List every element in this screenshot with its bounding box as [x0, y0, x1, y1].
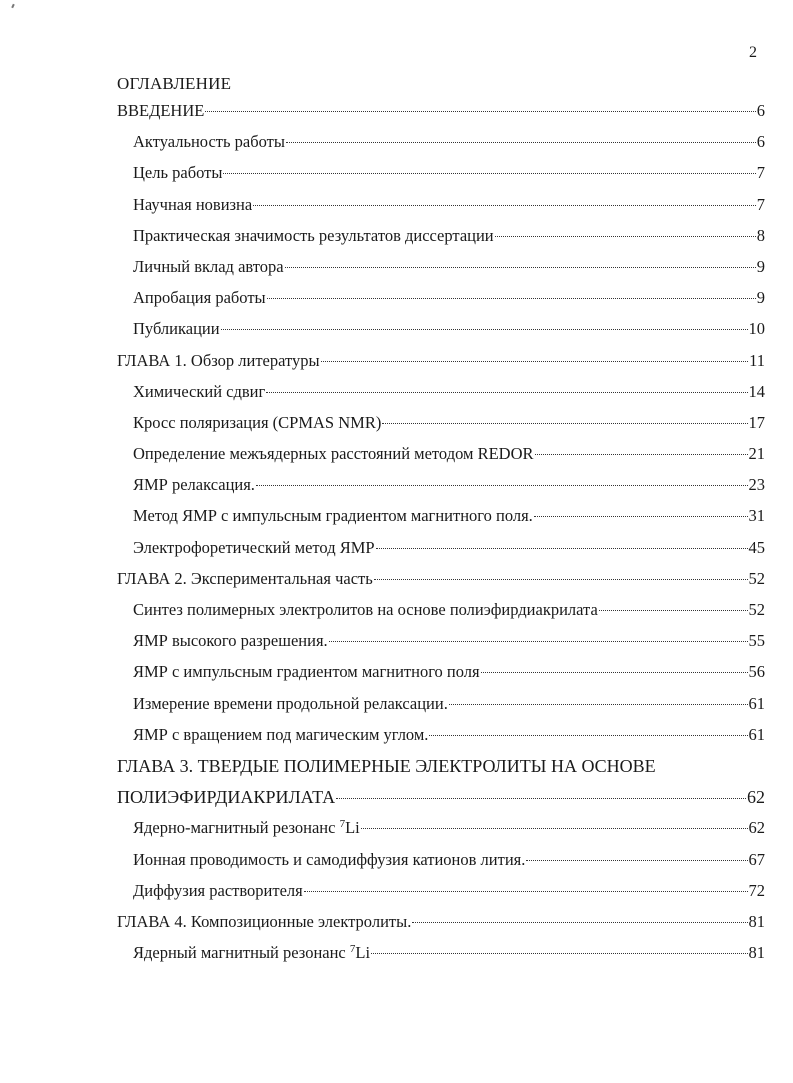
dot-leader	[535, 453, 748, 455]
page-number: 2	[749, 44, 757, 61]
toc-entry-page: 10	[748, 319, 765, 339]
toc-title: ОГЛАВЛЕНИЕ	[117, 74, 232, 93]
toc-entry[interactable]	[117, 881, 765, 912]
dot-leader	[534, 515, 748, 517]
dot-leader	[221, 328, 748, 330]
toc-entry-page: 23	[748, 475, 765, 495]
toc-entry-label: ГЛАВА 4. Композиционные электролиты.	[117, 911, 412, 931]
toc-entry-page: 6	[756, 132, 765, 152]
toc-entry-chapter-3-line-2[interactable]	[117, 787, 765, 818]
toc-entry-label: ЯМР с импульсным градиентом магнитного поля	[133, 662, 480, 682]
toc-entry[interactable]	[117, 694, 765, 725]
toc-entry[interactable]	[117, 600, 765, 631]
dot-leader	[429, 734, 747, 736]
toc-entry[interactable]	[117, 413, 765, 444]
toc-entry-page: 8	[756, 225, 765, 245]
toc-entry-label: Личный вклад автора	[133, 256, 284, 276]
toc-entry-label: ГЛАВА 1. Обзор литературы	[117, 350, 320, 370]
toc-entry-label: Апробация работы	[133, 288, 266, 308]
dot-leader	[336, 797, 746, 799]
toc-entry-label: Электрофоретический метод ЯМР	[133, 537, 375, 557]
toc-entry-page: 56	[748, 662, 765, 682]
toc-entry-page: 81	[748, 943, 765, 963]
dot-leader	[449, 703, 748, 705]
toc-entry-label: Метод ЯМР с импульсным градиентом магнитного поля.	[133, 506, 533, 526]
toc-entry-page: 45	[748, 537, 765, 557]
toc-entry-label-text: Ядерный магнитный резонанс	[133, 943, 350, 963]
isotope-superscript: 7	[339, 818, 346, 831]
toc-entry-label: Определение межъядерных расстояний методом REDOR	[133, 444, 534, 464]
toc-entry[interactable]	[117, 163, 765, 194]
toc-entry-chapter-2[interactable]	[117, 569, 765, 600]
toc-entry-label-suffix: Li	[345, 818, 360, 838]
toc-entry-label: Кросс поляризация (CPMAS NMR)	[133, 412, 382, 432]
dot-leader	[205, 110, 755, 112]
toc-entry[interactable]	[117, 943, 765, 974]
toc-entry-chapter-3-line-1[interactable]	[117, 756, 765, 787]
toc-entry-label: ЯМР высокого разрешения.	[133, 631, 328, 651]
dot-leader	[599, 609, 748, 611]
dot-leader	[266, 391, 747, 393]
toc-entry[interactable]	[117, 850, 765, 881]
toc-entry-page: 21	[748, 444, 765, 464]
toc-entry-page: 6	[756, 101, 765, 120]
dot-leader	[321, 360, 749, 362]
toc-entry-label: ГЛАВА 2. Экспериментальная часть	[117, 568, 373, 588]
toc-entry[interactable]	[117, 226, 765, 257]
toc-entry-page: 31	[748, 506, 765, 526]
toc-entry-page: 14	[748, 381, 765, 401]
toc-entry[interactable]	[117, 631, 765, 662]
dot-leader	[361, 827, 748, 829]
toc-entry[interactable]	[117, 538, 765, 569]
toc-entry-label: Синтез полимерных электролитов на основе полиэфирдиакрилата	[133, 600, 598, 619]
toc-entry[interactable]	[117, 319, 765, 350]
toc-entry[interactable]	[117, 662, 765, 693]
toc-entry[interactable]	[117, 506, 765, 537]
toc-entry-label: ВВЕДЕНИЕ	[117, 101, 205, 120]
toc-entry-label: Публикации	[133, 319, 220, 339]
toc-entry-page: 7	[756, 163, 765, 183]
toc-entry-label-text: Ядерно-магнитный резонанс	[133, 818, 340, 838]
toc-entry[interactable]	[117, 475, 765, 506]
toc-entry-label: Актуальность работы	[133, 132, 285, 152]
toc-entry[interactable]	[117, 288, 765, 319]
toc-entry-page: 67	[748, 849, 765, 869]
toc-entry[interactable]	[117, 444, 765, 475]
dot-leader	[285, 266, 756, 268]
toc-entry-page: 61	[748, 724, 765, 744]
dot-leader	[481, 671, 748, 673]
dot-leader	[495, 235, 756, 237]
dot-leader	[223, 172, 755, 174]
toc-entry-label: Измерение времени продольной релаксации.	[133, 693, 448, 713]
dot-leader	[526, 859, 747, 861]
toc-entry-page: 7	[756, 194, 765, 214]
isotope-superscript: 7	[349, 943, 356, 956]
toc-entry-page: 52	[748, 568, 765, 588]
toc-entry-label: Химический сдвиг	[133, 381, 266, 401]
toc-entry-page: 62	[747, 787, 765, 808]
scan-mark	[11, 4, 15, 8]
toc-entry[interactable]	[117, 195, 765, 226]
toc-entry-page: 9	[756, 256, 765, 276]
toc-entry-label: Практическая значимость результатов диссертации	[133, 225, 494, 245]
toc-entry-label	[133, 818, 360, 838]
dot-leader	[412, 921, 747, 923]
toc-entry-page: 72	[748, 880, 765, 900]
toc-entry[interactable]	[117, 257, 765, 288]
toc-entry-label: ЯМР с вращением под магическим углом.	[133, 724, 429, 744]
toc-entry-chapter-4[interactable]	[117, 912, 765, 943]
toc-entry[interactable]	[117, 725, 765, 756]
toc-entry-page: 81	[748, 911, 765, 931]
toc-entry[interactable]	[117, 818, 765, 849]
toc-entry-page: 62	[748, 818, 765, 838]
toc-entry-label: ЯМР релаксация.	[133, 475, 255, 495]
dot-leader	[376, 547, 748, 549]
dot-leader	[382, 422, 747, 424]
toc-entry[interactable]	[117, 132, 765, 163]
toc-entry-label	[133, 943, 370, 963]
toc-entry-label: Цель работы	[133, 163, 223, 183]
dot-leader	[267, 297, 756, 299]
toc-entry-label: Научная новизна	[133, 194, 253, 214]
toc-entry-page: 52	[748, 600, 765, 619]
toc-entry-label-suffix: Li	[355, 943, 371, 963]
toc-entry-label: ПОЛИЭФИРДИАКРИЛАТА	[117, 787, 336, 808]
dot-leader	[253, 204, 756, 206]
dot-leader	[286, 141, 756, 143]
toc-entry-introduction[interactable]	[117, 101, 765, 132]
dot-leader	[329, 640, 748, 642]
dot-leader	[304, 890, 748, 892]
toc-entry-chapter-1[interactable]	[117, 351, 765, 382]
toc-entry-page: 61	[748, 693, 765, 713]
toc-entry-label: ГЛАВА 3. ТВЕРДЫЕ ПОЛИМЕРНЫЕ ЭЛЕКТРОЛИТЫ НА ОСНОВЕ	[117, 755, 656, 776]
dot-leader	[374, 578, 748, 580]
toc-entry-page: 11	[749, 350, 765, 370]
toc-entry-label: Диффузия растворителя	[133, 880, 303, 900]
dot-leader	[371, 952, 747, 954]
toc-entry-label: Ионная проводимость и самодиффузия катионов лития.	[133, 849, 526, 869]
toc-entry-page: 9	[756, 288, 765, 308]
table-of-contents	[117, 101, 765, 974]
toc-entry-page: 55	[748, 631, 765, 651]
toc-entry-page: 17	[748, 412, 765, 432]
toc-entry[interactable]	[117, 382, 765, 413]
dot-leader	[256, 484, 748, 486]
